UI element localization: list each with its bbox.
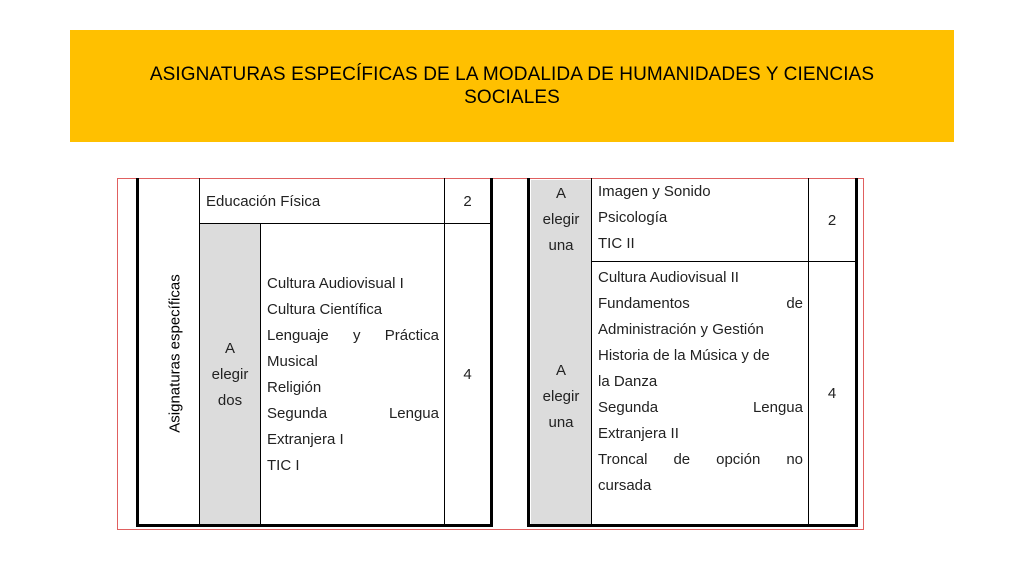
choice-label-right-2: A elegir una [542, 362, 580, 431]
title-line-2: SOCIALES [464, 87, 560, 108]
hours-row2-left: 4 [463, 365, 472, 383]
list-item: Imagen y Sonido [598, 183, 711, 200]
list-item: la Danza [598, 373, 658, 390]
list-item: Cultura Audiovisual II [598, 269, 739, 286]
hours-row1-right: 2 [827, 212, 837, 229]
subject-educacion-fisica: Educación Física [206, 193, 321, 210]
choice-label-left: A elegir dos [211, 340, 249, 409]
list-item: Administración y Gestión [598, 321, 764, 338]
list-item: Extranjera I [267, 431, 344, 448]
list-item: Cultura Audiovisual I [267, 275, 404, 292]
title-banner [70, 30, 954, 142]
list-item: Religión [267, 379, 322, 396]
list-item: Segunda Lengua [598, 399, 803, 416]
list-item: Musical [267, 353, 318, 370]
list-item: TIC I [267, 457, 300, 474]
rotated-label: Asignaturas específicas [166, 274, 184, 433]
list-item: Lenguaje y Práctica [267, 327, 439, 344]
subject-list-left [267, 271, 439, 479]
title-line-1: ASIGNATURAS ESPECÍFICAS DE LA MODALIDA DE HUMANIDADES Y CIENCIAS [149, 64, 875, 85]
list-item: TIC II [598, 235, 635, 252]
list-item: Cultura Científica [267, 301, 383, 318]
list-item: Psicología [598, 209, 668, 226]
list-item: Fundamentos de [598, 295, 803, 312]
list-item: Troncal de opción no [598, 451, 803, 468]
list-item: cursada [598, 477, 652, 494]
list-item: Extranjera II [598, 425, 679, 442]
choice-label-right-1: A elegir una [542, 185, 580, 254]
subject-list-right-2 [598, 265, 803, 499]
hours-row1-left: 2 [463, 193, 472, 210]
list-item: Historia de la Música y de [598, 347, 770, 364]
subject-list-right-1 [598, 179, 804, 257]
hours-row2-right: 4 [827, 384, 837, 402]
page-title [92, 63, 932, 109]
list-item: Segunda Lengua [267, 405, 439, 422]
